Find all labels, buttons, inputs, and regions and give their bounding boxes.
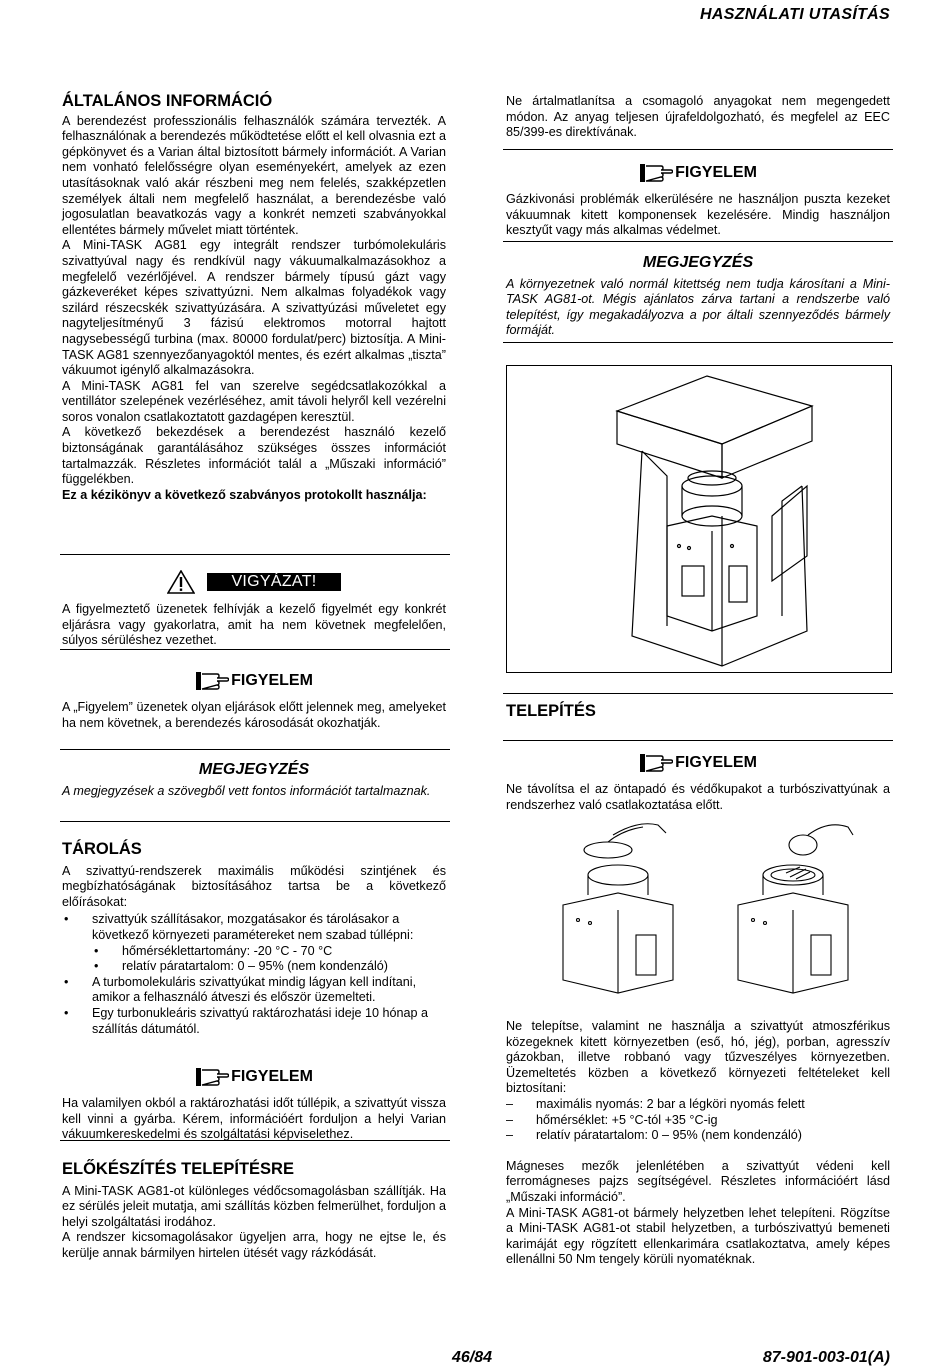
general-info-heading: ÁLTALÁNOS INFORMÁCIÓ [62,92,273,110]
storage-bullet-2: • A turbomolekuláris szivattyúkat mindig lágyan kell indítani, amikor a felhasználó átveszi és először üzemelteti. [92,975,446,1006]
disposal-block [506,94,890,141]
environment-item-1: – maximális nyomás: 2 bar a légköri nyomás felett [536,1097,890,1113]
pointing-hand-icon [195,1066,229,1088]
environment-item-3: – relatív páratartalom: 0 – 95% (nem kondenzáló) [536,1128,890,1144]
attention-divider-2 [60,1140,450,1141]
disposal-text: Ne ártalmatlanítsa a csomagoló anyagokat nem megengedett módon. Az anyag teljesen újrafeldolgozható, és megfelel az EEC 85/399-es direktívának. [506,94,890,140]
attention-label-1: FIGYELEM [231,672,313,690]
attention-divider-1 [60,749,450,750]
storage-heading: TÁROLÁS [62,840,142,858]
general-paragraph-2: A Mini-TASK AG81 egy integrált rendszer turbómolekuláris szivattyúval nagy és rendkívül nagy vákuumalkalmazásokhoz a megfelelő vezérlőjével. A rendszer bármely típusú gázt vagy gázkeveréket képes szivattyúzni. Nem alkalmas folyadékok vagy szilárd részecskék szivattyúzására. A szivattyúzási műveletet egy nagyteljesítményű 3 fázisú elektromos motorral hajtott nagysebességű turbina (max. 80000 fordulat/perc) biztosítja. A Mini-TASK AG81 szennyezőanyagoktól mentes, és ezért alkalmas „tiszta” vákuumot igénylő alkalmazásokra. [62,238,446,378]
environment-item-2: – hőmérséklet: +5 °C-tól +35 °C-ig [536,1113,890,1129]
general-paragraph-1: A berendezést professzionális felhasználók számára tervezték. A felhasználónak a berendezés működtetése előtt el kell olvasnia ezt a gépkönyvet és a Varian által biztosított bármely információt. A Varian nem vonható felelősségre olyan eseményekért, amelyek az ezen utasításoknak való akár részbeni meg nem felelés, szakképzetlen személyek általi nem megfelelő használat, a berendezésbe való jogosulatlan beavatkozás vagy a konkrét nemzeti szabványokkal ellentétes bármely művelet miatt történtek. [62,113,446,237]
environment-intro: Ne telepítse, valamint ne használja a szivattyút atmoszférikus közegeknek kitett környezetben (eső, hó, jég), porban, agresszív gázokban, illetve robbanó vagy tűzveszélyes környezetben. Üzemeltetés közben a következő környezeti feltételeket kell biztosítani: [506,1019,890,1096]
attention-text-1: A „Figyelem” üzenetek olyan eljárások előtt jelennek meg, amelyeket ha nem követnek, a berendezés károsodását okozhatják. [62,700,446,730]
attention-block-3 [506,162,890,239]
warning-divider-top [60,554,450,555]
protocol-bold-line: Ez a kézikönyv a következő szabványos protokollt használja: [62,487,427,502]
install-heading: TELEPÍTÉS [506,702,596,720]
document-header-title: HASZNÁLATI UTASÍTÁS [700,6,890,23]
left-column [62,94,446,503]
attention-label-3: FIGYELEM [675,164,757,182]
cap-removal-illustration [548,815,868,995]
storage-sublist [92,944,446,975]
warning-title [62,570,446,594]
storage-bullet-3: • Egy turbonukleáris szivattyú raktározhatási ideje 10 hónap a szállítás dátumától. [92,1006,446,1037]
note-title-1: MEGJEGYZÉS [198,761,310,778]
prep-heading: ELŐKÉSZÍTÉS TELEPÍTÉSRE [62,1160,294,1178]
storage-sub-1: • hőmérséklettartomány: -20 °C - 70 °C [122,944,446,960]
attention-title-3 [506,162,890,184]
prep-paragraph-2: A rendszer kicsomagolásakor ügyeljen arra, hogy ne ejtse le, és kerülje annak bármilyen hirtelen ütését vagy rázkódását. [62,1230,446,1260]
environment-section [506,1019,890,1268]
general-paragraph-4: A következő bekezdések a berendezést használó kezelő biztonságának garantálásához szükséges összes információt tartalmazzák. Részletes információt talál a „Műszaki információ” függelékben. [62,425,446,487]
storage-section [62,842,446,1037]
document-code: 87-901-003-01(A) [762,1349,890,1366]
environment-list [506,1097,890,1144]
note-divider-1 [60,821,450,822]
storage-sub-2: • relatív páratartalom: 0 – 95% (nem kondenzáló) [122,959,446,975]
attention-label-2: FIGYELEM [231,1068,313,1086]
attention-title-4 [506,752,890,774]
warning-triangle-icon [167,570,195,594]
packaging-figure [506,365,892,673]
general-paragraph-3: A Mini-TASK AG81 fel van szerelve segédcsatlakozókkal a ventillátor szelepének vezérléséhez, amit távoli helyről kell vezérelni soros vonalon csatlakoztatott gazdagépen keresztül. [62,378,446,424]
environment-paragraph-1: Mágneses mezők jelenlétében a szivattyút védeni kell ferromágneses pajzs segítségével. Részletes információért lásd „Műszaki információ”. [506,1158,890,1204]
cap-removal-figure [548,815,868,995]
install-divider [503,740,893,741]
attention-title-2 [62,1066,446,1088]
page-number: 46/84 [452,1349,493,1366]
note-divider-2 [503,342,893,343]
attention-text-2: Ha valamilyen okból a raktározhatási időt túllépik, a szivattyút vissza kell vinni a gyárba. Kérem, információért forduljon a helyi Varian vákuumkereskedelmi és szolgáltatási képviselethez. [62,1096,446,1142]
attention-label-4: FIGYELEM [675,754,757,772]
install-section [506,704,890,728]
attention-text-4: Ne távolítsa el az öntapadó és védőkupakot a turbószivattyúnak a rendszerhez való csatlakoztatása előtt. [506,782,890,812]
attention-title-1 [62,670,446,692]
storage-bullet-1-text: szivattyúk szállításakor, mozgatásakor és tárolásakor a következő környezeti paramétereket nem szabad túllépni: [92,912,414,942]
warning-label: VIGYÁZAT! [207,573,340,591]
note-block-2 [506,255,890,339]
pointing-hand-icon [639,752,673,774]
attention-block-4 [506,752,890,813]
warning-block [62,570,446,649]
storage-intro: A szivattyú-rendszerek maximális működési szintjének és megbízhatóságának biztosításához tartsa be a következő előírásokat: [62,863,446,909]
environment-paragraph-2: A Mini-TASK AG81-ot bármely helyzetben lehet telepíteni. Rögzítse a Mini-TASK AG81-ot stabil helyzetben, a turbószivattyú bemeneti karimáját egy rögzített ellenkarimára csatlakoztatva, amely képes ellenállni 50 Nm tengely körüli nyomatéknak. [506,1205,890,1267]
packaged-pump-illustration [507,366,891,672]
attention-divider-3 [503,241,893,242]
note-text-2: A környezetnek való normál kitettség nem tudja károsítani a Mini-TASK AG81-ot. Mégis ajánlatos zárva tartani a rendszerbe való telepítést, így megakadályozva a por általi szennyeződés bármely formáját. [506,276,890,338]
attention-text-3: Gázkivonási problémák elkerülésére ne használjon puszta kezeket vákuumnak kitett komponensek kezelésére. Mindig használjon kesztyűt vagy más alkalmas védelmet. [506,192,890,238]
note-text-1: A megjegyzések a szövegből vett fontos információt tartalmaznak. [62,783,431,798]
warning-text: A figyelmeztető üzenetek felhívják a kezelő figyelmét egy konkrét eljárásra vagy gyakorlatra, amit ha nem követnek megfelelően, súlyos sérüléshez vezethet. [62,602,446,648]
storage-list [62,912,446,1037]
attention-block-2 [62,1066,446,1143]
note-title-2: MEGJEGYZÉS [642,254,754,271]
note-block-1 [62,762,446,799]
attention-block-1 [62,670,446,731]
prep-paragraph-1: A Mini-TASK AG81-ot különleges védőcsomagolásban szállítják. Ha ez sérülés jeleit mutatja, ami szállítás közben felmerülhet, forduljon a helyi szolgáltatási irodához. [62,1183,446,1229]
figure-divider [503,693,893,694]
storage-bullet-1 [92,912,446,974]
warning-divider-bottom [60,649,450,650]
pointing-hand-icon [639,162,673,184]
pointing-hand-icon [195,670,229,692]
prep-section [62,1162,446,1262]
disposal-divider [503,149,893,150]
